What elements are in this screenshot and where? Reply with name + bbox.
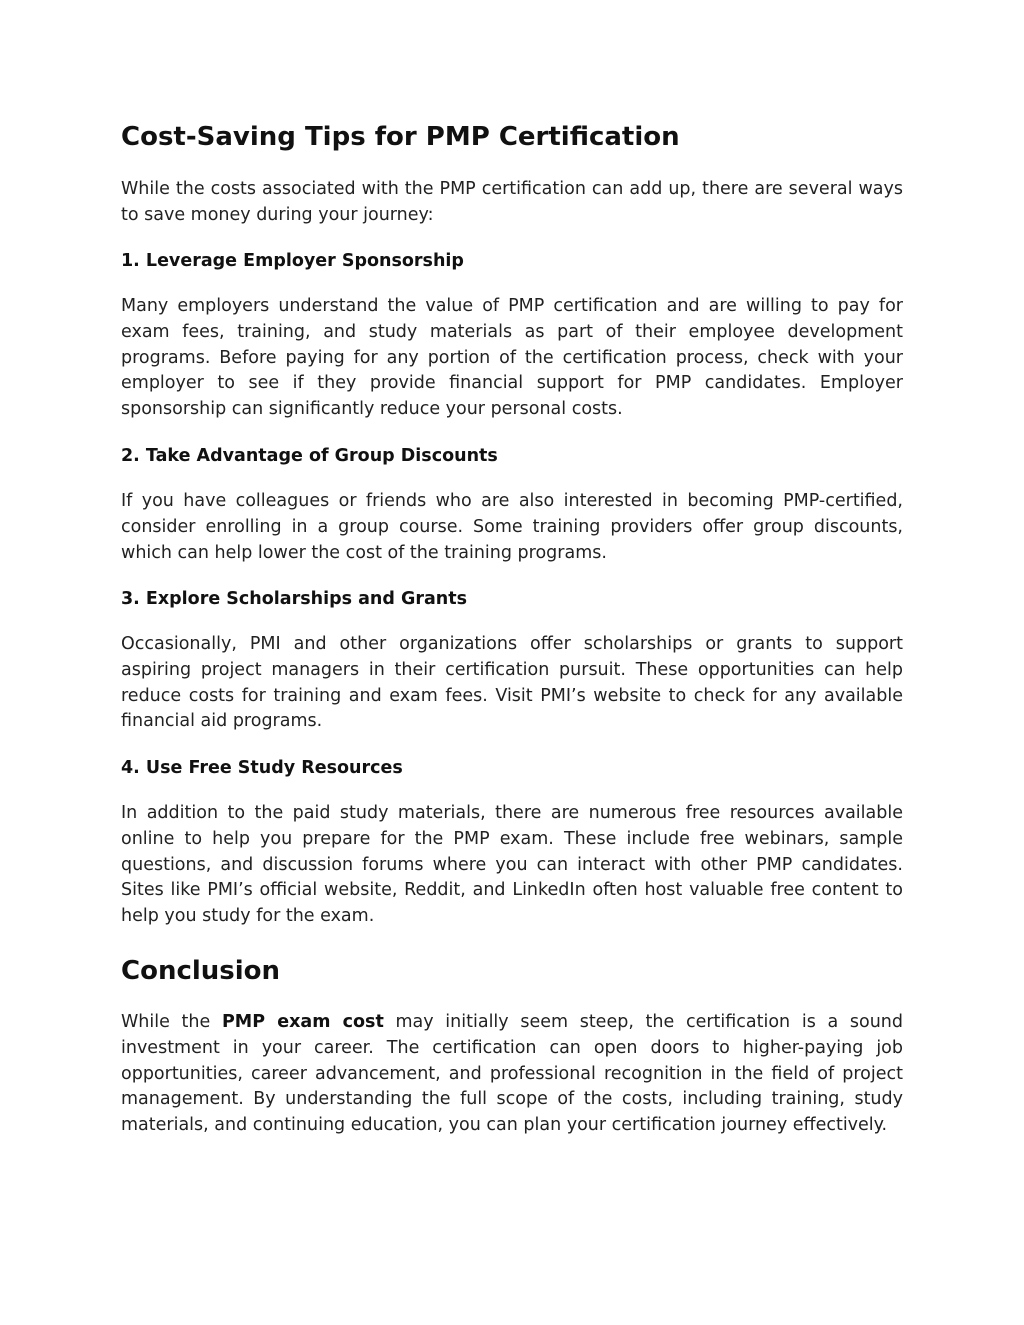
intro-paragraph: While the costs associated with the PMP certification can add up, there are several ways to save money during your journey:: [121, 179, 903, 225]
conclusion-emphasis: PMP exam cost: [221, 1012, 384, 1032]
conclusion-lead: While the: [121, 1012, 222, 1032]
tip-body-employer-sponsorship: Many employers understand the value of PMP certification and are willing to pay for exam fees, training, and study materials as part of their employee development programs. Before paying for any portion of the certification process, check with your employer to see if they provide financial support for PMP candidates. Employer sponsorship can significantly reduce your personal costs.: [121, 296, 903, 420]
tip-heading-scholarships: 3. Explore Scholarships and Grants: [121, 589, 468, 609]
conclusion-paragraph: [121, 1010, 903, 1139]
conclusion-rest: may initially seem steep, the certification is a sound investment in your career. The certification can open doors to higher-paying job opportunities, career advancement, and professional recognition in the field of project management. By understanding the full scope of the costs, including training, study materials, and continuing education, you can plan your certification journey effectively.: [121, 1012, 903, 1136]
tip-heading-employer-sponsorship: 1. Leverage Employer Sponsorship: [121, 251, 464, 271]
tip-body-group-discounts: If you have colleagues or friends who are also interested in becoming PMP-certified, consider enrolling in a group course. Some training providers offer group discounts, which can help lower the cost of the training programs.: [121, 491, 903, 563]
tip-heading-free-resources: 4. Use Free Study Resources: [121, 758, 403, 778]
tip-body-scholarships: Occasionally, PMI and other organizations offer scholarships or grants to support aspiring project managers in their certification pursuit. These opportunities can help reduce costs for training and exam fees. Visit PMI’s website to check for any available financial aid programs.: [121, 634, 903, 732]
tip-body-free-resources: In addition to the paid study materials, there are numerous free resources available online to help you prepare for the PMP exam. These include free webinars, sample questions, and discussion forums where you can interact with other PMP candidates. Sites like PMI’s official website, Reddit, and LinkedIn often host valuable free content to help you study for the exam.: [121, 803, 903, 927]
tip-heading-group-discounts: 2. Take Advantage of Group Discounts: [121, 446, 498, 466]
page-title: Cost-Saving Tips for PMP Certification: [121, 122, 680, 152]
conclusion-heading: Conclusion: [121, 956, 281, 986]
